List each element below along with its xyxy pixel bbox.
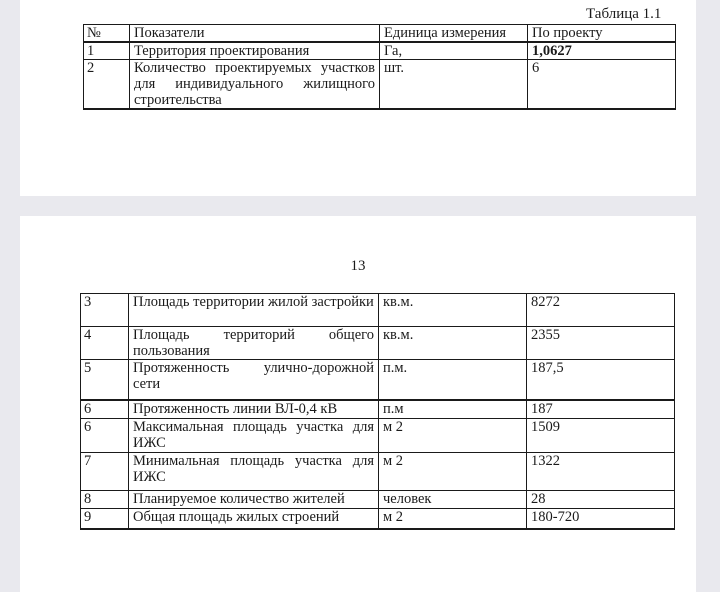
row-value: 187,5	[527, 360, 675, 400]
indicators-table-part-2	[80, 293, 675, 530]
table-row	[81, 453, 675, 491]
row-name: Максимальная площадь участка для ИЖС	[129, 419, 379, 453]
page-number: 13	[350, 258, 366, 274]
row-num: 7	[81, 453, 129, 491]
row-unit: м 2	[379, 509, 527, 529]
table-row	[81, 400, 675, 419]
row-num: 9	[81, 509, 129, 529]
table-row	[81, 419, 675, 453]
row-unit: кв.м.	[379, 327, 527, 360]
row-name: Протяженность линии ВЛ-0,4 кВ	[129, 400, 379, 419]
row-unit: м 2	[379, 419, 527, 453]
row-num: 6	[81, 419, 129, 453]
row-unit: шт.	[380, 60, 528, 110]
table-row	[84, 42, 676, 60]
table-row	[84, 60, 676, 110]
table-row	[81, 294, 675, 327]
row-name: Количество проектируемых участков для индивидуального жилищного строительства	[130, 60, 380, 110]
row-value: 187	[527, 400, 675, 419]
row-name: Минимальная площадь участка для ИЖС	[129, 453, 379, 491]
document-page-bottom	[20, 216, 696, 592]
row-name: Площадь территорий общего пользования	[129, 327, 379, 360]
row-unit: м 2	[379, 453, 527, 491]
document-page-top	[20, 0, 696, 196]
row-value: 2355	[527, 327, 675, 360]
row-value: 8272	[527, 294, 675, 327]
row-num: 8	[81, 491, 129, 509]
table-row	[81, 360, 675, 400]
table-caption: Таблица 1.1	[586, 6, 662, 22]
row-num: 4	[81, 327, 129, 360]
header-unit: Единица измерения	[380, 25, 528, 43]
header-name: Показатели	[130, 25, 380, 43]
table-row	[81, 491, 675, 509]
row-unit: человек	[379, 491, 527, 509]
row-num: 3	[81, 294, 129, 327]
row-unit: п.м.	[379, 360, 527, 400]
row-value: 28	[527, 491, 675, 509]
row-name: Площадь территории жилой застройки	[129, 294, 379, 327]
indicators-table-part-1	[83, 24, 676, 110]
row-num: 1	[84, 42, 130, 60]
header-num: №	[84, 25, 130, 43]
table-row	[81, 509, 675, 529]
header-value: По проекту	[528, 25, 676, 43]
row-name: Общая площадь жилых строений	[129, 509, 379, 529]
row-unit: кв.м.	[379, 294, 527, 327]
row-num: 2	[84, 60, 130, 110]
row-name: Планируемое количество жителей	[129, 491, 379, 509]
row-value: 1322	[527, 453, 675, 491]
row-value: 1,0627	[528, 42, 676, 60]
row-name: Территория проектирования	[130, 42, 380, 60]
table-row	[81, 327, 675, 360]
row-num: 5	[81, 360, 129, 400]
row-name: Протяженность улично-дорожной сети	[129, 360, 379, 400]
row-value: 6	[528, 60, 676, 110]
row-num: 6	[81, 400, 129, 419]
row-unit: п.м	[379, 400, 527, 419]
row-value: 180-720	[527, 509, 675, 529]
row-unit: Га,	[380, 42, 528, 60]
row-value: 1509	[527, 419, 675, 453]
table-header-row	[84, 25, 676, 43]
